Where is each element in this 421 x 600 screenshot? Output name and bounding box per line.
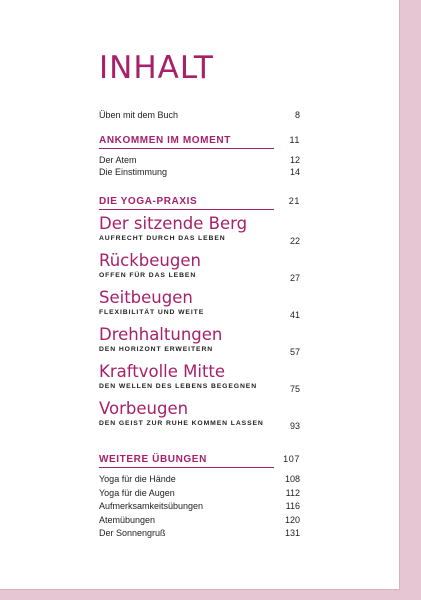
toc-entry-page: 131 xyxy=(284,528,300,538)
pose-title: Seitbeugen xyxy=(99,288,193,307)
section-page: 11 xyxy=(289,135,300,145)
pose-page: 41 xyxy=(289,310,300,320)
section-label: ANKOMMEN IM MOMENT xyxy=(99,135,231,146)
pose-title: Drehhaltungen xyxy=(99,325,223,344)
toc-entry-page: 116 xyxy=(285,501,300,511)
toc-entry-page: 14 xyxy=(289,167,300,177)
section-page: 107 xyxy=(283,454,300,464)
toc-entry-label: Atemübungen xyxy=(99,515,156,525)
pose-subtitle: DEN HORIZONT ERWEITERN xyxy=(99,346,214,353)
section-label: WEITERE ÜBUNGEN xyxy=(99,454,207,465)
toc-entry-label: Yoga für die Augen xyxy=(99,488,175,498)
pose-title: Rückbeugen xyxy=(99,251,201,270)
section-underline xyxy=(99,209,274,210)
pose-title: Kraftvolle Mitte xyxy=(99,362,226,381)
pose-page: 57 xyxy=(289,347,300,357)
pose-page: 75 xyxy=(289,384,300,394)
pose-page: 27 xyxy=(289,273,300,283)
pose-title: Vorbeugen xyxy=(99,399,189,418)
section-underline xyxy=(99,148,274,149)
pose-subtitle: FLEXIBILITÄT UND WEITE xyxy=(99,309,205,316)
section-label: DIE YOGA-PRAXIS xyxy=(99,196,198,207)
toc-entry-page: 12 xyxy=(289,155,300,165)
pose-page: 22 xyxy=(289,236,300,246)
section-page: 21 xyxy=(288,196,300,206)
pose-subtitle: DEN GEIST ZUR RUHE KOMMEN LASSEN xyxy=(99,420,264,427)
toc-entry-page: 8 xyxy=(294,110,300,120)
toc-entry-label: Der Sonnengruß xyxy=(99,528,166,538)
toc-entry-label: Aufmerksamkeitsübungen xyxy=(99,501,204,511)
toc-entry-page: 112 xyxy=(285,488,300,498)
page-title: INHALT xyxy=(99,50,214,86)
toc-entry-label: Yoga für die Hände xyxy=(99,474,176,484)
section-underline xyxy=(99,467,274,468)
pose-subtitle: AUFRECHT DURCH DAS LEBEN xyxy=(99,235,226,242)
toc-entry-page: 108 xyxy=(284,474,300,484)
toc-entry-label: Die Einstimmung xyxy=(99,167,168,177)
toc-entry-label: Üben mit dem Buch xyxy=(99,110,179,120)
pose-title: Der sitzende Berg xyxy=(99,214,248,233)
pose-subtitle: DEN WELLEN DES LEBENS BEGEGNEN xyxy=(99,383,258,390)
pose-page: 93 xyxy=(289,421,300,431)
toc-entry-page: 120 xyxy=(284,515,300,525)
pose-subtitle: OFFEN FÜR DAS LEBEN xyxy=(99,272,197,279)
toc-entry-label: Der Atem xyxy=(99,155,137,165)
